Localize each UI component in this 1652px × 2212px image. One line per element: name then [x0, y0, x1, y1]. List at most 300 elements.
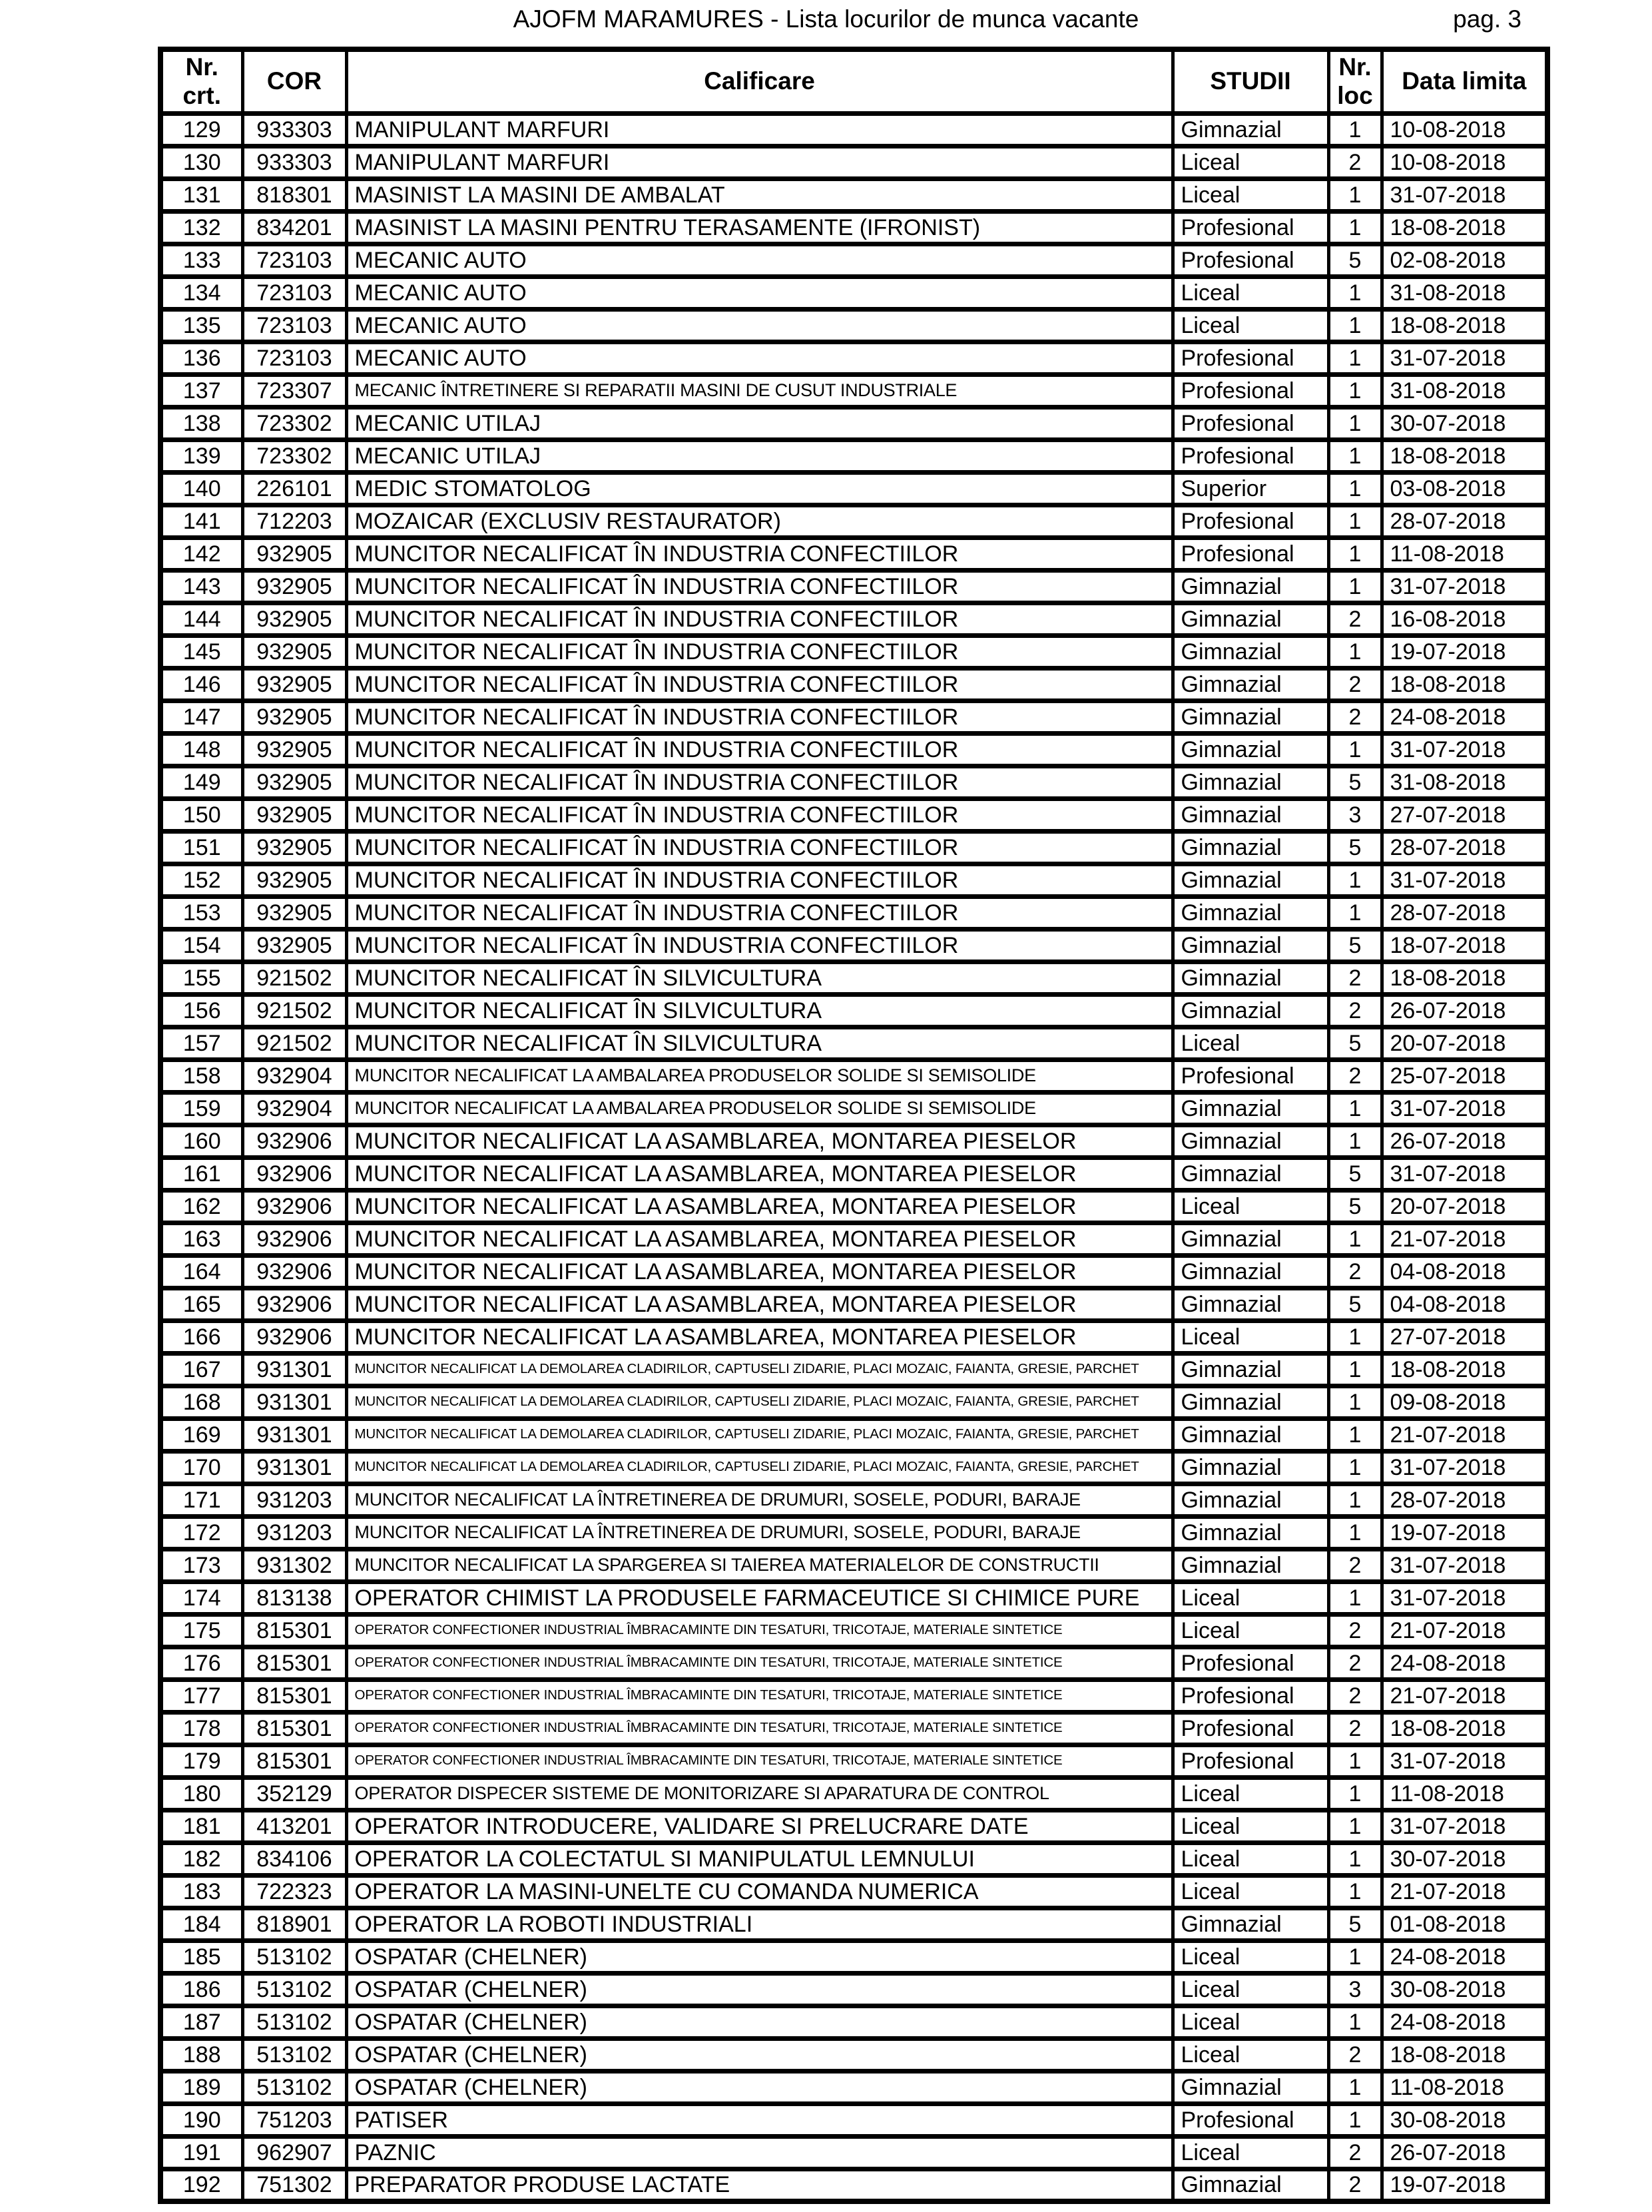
- cell-data-limita: 02-08-2018: [1382, 244, 1547, 276]
- cell-nr-crt: 146: [160, 668, 242, 700]
- cell-calificare: OPERATOR CONFECTIONER INDUSTRIAL ÎMBRACAMINTE DIN TESATURI, TRICOTAJE, MATERIALE SINTETICE: [346, 1712, 1173, 1745]
- cell-nr-loc: 1: [1328, 1842, 1382, 1875]
- cell-calificare: PATISER: [346, 2103, 1173, 2136]
- cell-data-limita: 11-08-2018: [1382, 1777, 1547, 1810]
- cell-data-limita: 31-07-2018: [1382, 864, 1547, 896]
- table-row: [160, 603, 1547, 635]
- cell-studii: Gimnazial: [1173, 1353, 1328, 1386]
- vacancies-table: [158, 47, 1550, 2204]
- cell-calificare: MUNCITOR NECALIFICAT LA ÎNTRETINEREA DE DRUMURI, SOSELE, PODURI, BARAJE: [346, 1484, 1173, 1516]
- cell-nr-loc: 1: [1328, 896, 1382, 929]
- header-cor: COR: [242, 49, 346, 113]
- cell-nr-crt: 145: [160, 635, 242, 668]
- cell-cor: 932904: [242, 1092, 346, 1125]
- cell-data-limita: 01-08-2018: [1382, 1908, 1547, 1940]
- table-row: [160, 146, 1547, 178]
- cell-nr-crt: 183: [160, 1875, 242, 1908]
- cell-nr-loc: 5: [1328, 1288, 1382, 1320]
- cell-calificare: MECANIC AUTO: [346, 342, 1173, 374]
- table-row: [160, 1875, 1547, 1908]
- cell-calificare: MUNCITOR NECALIFICAT ÎN INDUSTRIA CONFECTIILOR: [346, 570, 1173, 603]
- cell-cor: 932905: [242, 864, 346, 896]
- table-row: [160, 505, 1547, 537]
- cell-studii: Gimnazial: [1173, 700, 1328, 733]
- cell-studii: Liceal: [1173, 309, 1328, 342]
- cell-cor: 931301: [242, 1353, 346, 1386]
- cell-data-limita: 30-08-2018: [1382, 2103, 1547, 2136]
- cell-nr-crt: 158: [160, 1059, 242, 1092]
- cell-nr-crt: 164: [160, 1255, 242, 1288]
- cell-studii: Liceal: [1173, 1581, 1328, 1614]
- cell-calificare: MUNCITOR NECALIFICAT LA ASAMBLAREA, MONTAREA PIESELOR: [346, 1223, 1173, 1255]
- cell-calificare: MUNCITOR NECALIFICAT ÎN INDUSTRIA CONFECTIILOR: [346, 831, 1173, 864]
- cell-nr-crt: 144: [160, 603, 242, 635]
- cell-cor: 513102: [242, 1973, 346, 2006]
- cell-nr-crt: 148: [160, 733, 242, 766]
- cell-studii: Gimnazial: [1173, 2169, 1328, 2201]
- cell-nr-loc: 1: [1328, 309, 1382, 342]
- cell-calificare: MUNCITOR NECALIFICAT ÎN SILVICULTURA: [346, 962, 1173, 994]
- cell-studii: Gimnazial: [1173, 1288, 1328, 1320]
- cell-calificare: OSPATAR (CHELNER): [346, 2071, 1173, 2103]
- cell-calificare: MUNCITOR NECALIFICAT LA DEMOLAREA CLADIRILOR, CAPTUSELI ZIDARIE, PLACI MOZAIC, FAIANTA, GRESIE, PARCHET: [346, 1451, 1173, 1484]
- cell-nr-loc: 3: [1328, 798, 1382, 831]
- cell-studii: Liceal: [1173, 1875, 1328, 1908]
- cell-studii: Liceal: [1173, 1320, 1328, 1353]
- cell-studii: Gimnazial: [1173, 929, 1328, 962]
- cell-nr-loc: 2: [1328, 962, 1382, 994]
- cell-nr-loc: 1: [1328, 178, 1382, 211]
- table-row: [160, 2038, 1547, 2071]
- cell-studii: Gimnazial: [1173, 1125, 1328, 1157]
- table-row: [160, 1581, 1547, 1614]
- cell-nr-crt: 169: [160, 1418, 242, 1451]
- cell-nr-crt: 178: [160, 1712, 242, 1745]
- header-nr-crt: [160, 49, 242, 113]
- cell-calificare: MUNCITOR NECALIFICAT LA ASAMBLAREA, MONTAREA PIESELOR: [346, 1157, 1173, 1190]
- cell-nr-loc: 1: [1328, 2071, 1382, 2103]
- cell-cor: 723103: [242, 244, 346, 276]
- cell-cor: 723307: [242, 374, 346, 407]
- cell-cor: 931203: [242, 1516, 346, 1549]
- cell-cor: 931301: [242, 1451, 346, 1484]
- cell-nr-crt: 159: [160, 1092, 242, 1125]
- cell-nr-loc: 1: [1328, 1092, 1382, 1125]
- cell-calificare: PAZNIC: [346, 2136, 1173, 2169]
- cell-nr-crt: 190: [160, 2103, 242, 2136]
- cell-nr-loc: 1: [1328, 342, 1382, 374]
- cell-nr-crt: 188: [160, 2038, 242, 2071]
- table-row: [160, 994, 1547, 1027]
- cell-calificare: MUNCITOR NECALIFICAT LA ASAMBLAREA, MONTAREA PIESELOR: [346, 1190, 1173, 1223]
- cell-studii: Liceal: [1173, 1190, 1328, 1223]
- cell-nr-loc: 2: [1328, 2136, 1382, 2169]
- cell-cor: 932906: [242, 1255, 346, 1288]
- cell-studii: Gimnazial: [1173, 1451, 1328, 1484]
- cell-nr-crt: 184: [160, 1908, 242, 1940]
- cell-nr-loc: 1: [1328, 1484, 1382, 1516]
- header-data-limita: Data limita: [1382, 49, 1547, 113]
- cell-data-limita: 28-07-2018: [1382, 505, 1547, 537]
- cell-nr-crt: 172: [160, 1516, 242, 1549]
- cell-nr-crt: 166: [160, 1320, 242, 1353]
- cell-nr-crt: 170: [160, 1451, 242, 1484]
- cell-studii: Liceal: [1173, 2006, 1328, 2038]
- cell-data-limita: 11-08-2018: [1382, 2071, 1547, 2103]
- cell-calificare: OPERATOR CONFECTIONER INDUSTRIAL ÎMBRACAMINTE DIN TESATURI, TRICOTAJE, MATERIALE SINTETICE: [346, 1647, 1173, 1679]
- cell-data-limita: 31-07-2018: [1382, 178, 1547, 211]
- cell-data-limita: 31-07-2018: [1382, 570, 1547, 603]
- cell-data-limita: 30-07-2018: [1382, 1842, 1547, 1875]
- cell-cor: 723302: [242, 407, 346, 439]
- cell-calificare: OSPATAR (CHELNER): [346, 1940, 1173, 1973]
- cell-calificare: MASINIST LA MASINI PENTRU TERASAMENTE (IFRONIST): [346, 211, 1173, 244]
- cell-nr-loc: 2: [1328, 1549, 1382, 1581]
- table-row: [160, 407, 1547, 439]
- table-row: [160, 276, 1547, 309]
- table-row: [160, 1190, 1547, 1223]
- cell-data-limita: 18-08-2018: [1382, 211, 1547, 244]
- cell-studii: Gimnazial: [1173, 1484, 1328, 1516]
- cell-data-limita: 18-08-2018: [1382, 668, 1547, 700]
- table-row: [160, 1157, 1547, 1190]
- cell-cor: 226101: [242, 472, 346, 505]
- table-row: [160, 1386, 1547, 1418]
- cell-calificare: MUNCITOR NECALIFICAT ÎN INDUSTRIA CONFECTIILOR: [346, 603, 1173, 635]
- cell-nr-loc: 1: [1328, 1386, 1382, 1418]
- cell-data-limita: 26-07-2018: [1382, 1125, 1547, 1157]
- cell-calificare: MUNCITOR NECALIFICAT LA ASAMBLAREA, MONTAREA PIESELOR: [346, 1320, 1173, 1353]
- cell-data-limita: 19-07-2018: [1382, 635, 1547, 668]
- cell-nr-loc: 1: [1328, 1125, 1382, 1157]
- cell-cor: 751302: [242, 2169, 346, 2201]
- cell-cor: 723302: [242, 439, 346, 472]
- cell-data-limita: 27-07-2018: [1382, 798, 1547, 831]
- cell-nr-crt: 177: [160, 1679, 242, 1712]
- cell-nr-loc: 2: [1328, 146, 1382, 178]
- cell-data-limita: 31-08-2018: [1382, 374, 1547, 407]
- table-row: [160, 896, 1547, 929]
- cell-nr-loc: 1: [1328, 864, 1382, 896]
- table-row: [160, 2006, 1547, 2038]
- cell-calificare: MUNCITOR NECALIFICAT ÎN INDUSTRIA CONFECTIILOR: [346, 929, 1173, 962]
- cell-studii: Superior: [1173, 472, 1328, 505]
- cell-data-limita: 16-08-2018: [1382, 603, 1547, 635]
- cell-nr-crt: 165: [160, 1288, 242, 1320]
- cell-calificare: MUNCITOR NECALIFICAT LA ASAMBLAREA, MONTAREA PIESELOR: [346, 1288, 1173, 1320]
- cell-nr-loc: 5: [1328, 1157, 1382, 1190]
- cell-calificare: MECANIC AUTO: [346, 309, 1173, 342]
- cell-studii: Profesional: [1173, 1647, 1328, 1679]
- cell-cor: 932905: [242, 831, 346, 864]
- cell-data-limita: 31-07-2018: [1382, 1157, 1547, 1190]
- cell-studii: Liceal: [1173, 1973, 1328, 2006]
- cell-data-limita: 28-07-2018: [1382, 831, 1547, 864]
- cell-studii: Gimnazial: [1173, 962, 1328, 994]
- cell-studii: Liceal: [1173, 276, 1328, 309]
- cell-cor: 932905: [242, 668, 346, 700]
- cell-cor: 834201: [242, 211, 346, 244]
- cell-data-limita: 27-07-2018: [1382, 1320, 1547, 1353]
- cell-data-limita: 21-07-2018: [1382, 1875, 1547, 1908]
- cell-nr-crt: 150: [160, 798, 242, 831]
- table-row: [160, 1647, 1547, 1679]
- cell-cor: 712203: [242, 505, 346, 537]
- cell-studii: Gimnazial: [1173, 1516, 1328, 1549]
- cell-nr-loc: 1: [1328, 113, 1382, 146]
- cell-calificare: MUNCITOR NECALIFICAT LA ÎNTRETINEREA DE DRUMURI, SOSELE, PODURI, BARAJE: [346, 1516, 1173, 1549]
- cell-calificare: MUNCITOR NECALIFICAT ÎN SILVICULTURA: [346, 994, 1173, 1027]
- table-row: [160, 2071, 1547, 2103]
- cell-data-limita: 21-07-2018: [1382, 1614, 1547, 1647]
- cell-nr-crt: 185: [160, 1940, 242, 1973]
- cell-studii: Profesional: [1173, 244, 1328, 276]
- cell-nr-loc: 1: [1328, 439, 1382, 472]
- cell-nr-crt: 149: [160, 766, 242, 798]
- cell-cor: 513102: [242, 2071, 346, 2103]
- cell-cor: 932906: [242, 1223, 346, 1255]
- cell-cor: 932904: [242, 1059, 346, 1092]
- cell-calificare: MUNCITOR NECALIFICAT ÎN INDUSTRIA CONFECTIILOR: [346, 766, 1173, 798]
- cell-nr-crt: 142: [160, 537, 242, 570]
- cell-studii: Gimnazial: [1173, 2071, 1328, 2103]
- cell-nr-crt: 157: [160, 1027, 242, 1059]
- cell-studii: Liceal: [1173, 146, 1328, 178]
- cell-studii: Liceal: [1173, 2136, 1328, 2169]
- cell-data-limita: 24-08-2018: [1382, 700, 1547, 733]
- cell-calificare: MUNCITOR NECALIFICAT LA SPARGEREA SI TAIEREA MATERIALELOR DE CONSTRUCTII: [346, 1549, 1173, 1581]
- cell-cor: 815301: [242, 1745, 346, 1777]
- cell-cor: 932905: [242, 929, 346, 962]
- cell-data-limita: 18-08-2018: [1382, 439, 1547, 472]
- cell-nr-loc: 2: [1328, 1679, 1382, 1712]
- cell-studii: Gimnazial: [1173, 1223, 1328, 1255]
- table-row: [160, 798, 1547, 831]
- cell-studii: Gimnazial: [1173, 766, 1328, 798]
- cell-cor: 813138: [242, 1581, 346, 1614]
- cell-cor: 931301: [242, 1386, 346, 1418]
- cell-studii: Gimnazial: [1173, 113, 1328, 146]
- table-row: [160, 1027, 1547, 1059]
- table-row: [160, 1418, 1547, 1451]
- cell-nr-loc: 1: [1328, 1875, 1382, 1908]
- cell-calificare: OPERATOR CONFECTIONER INDUSTRIAL ÎMBRACAMINTE DIN TESATURI, TRICOTAJE, MATERIALE SINTETICE: [346, 1679, 1173, 1712]
- cell-studii: Liceal: [1173, 1777, 1328, 1810]
- table-row: [160, 1712, 1547, 1745]
- cell-data-limita: 31-07-2018: [1382, 733, 1547, 766]
- table-row: [160, 309, 1547, 342]
- cell-calificare: OPERATOR LA MASINI-UNELTE CU COMANDA NUMERICA: [346, 1875, 1173, 1908]
- cell-nr-loc: 1: [1328, 1745, 1382, 1777]
- cell-nr-crt: 156: [160, 994, 242, 1027]
- table-row: [160, 537, 1547, 570]
- cell-cor: 921502: [242, 962, 346, 994]
- cell-studii: Gimnazial: [1173, 798, 1328, 831]
- cell-nr-loc: 3: [1328, 1973, 1382, 2006]
- cell-nr-crt: 139: [160, 439, 242, 472]
- cell-cor: 818301: [242, 178, 346, 211]
- cell-nr-crt: 131: [160, 178, 242, 211]
- cell-data-limita: 18-08-2018: [1382, 1712, 1547, 1745]
- cell-studii: Gimnazial: [1173, 1418, 1328, 1451]
- cell-calificare: MUNCITOR NECALIFICAT ÎN INDUSTRIA CONFECTIILOR: [346, 733, 1173, 766]
- cell-data-limita: 10-08-2018: [1382, 113, 1547, 146]
- table-row: [160, 1549, 1547, 1581]
- cell-calificare: MOZAICAR (EXCLUSIV RESTAURATOR): [346, 505, 1173, 537]
- cell-data-limita: 19-07-2018: [1382, 1516, 1547, 1549]
- cell-cor: 932905: [242, 896, 346, 929]
- cell-cor: 933303: [242, 146, 346, 178]
- cell-nr-loc: 1: [1328, 2103, 1382, 2136]
- cell-data-limita: 10-08-2018: [1382, 146, 1547, 178]
- table-row: [160, 700, 1547, 733]
- cell-calificare: OPERATOR LA ROBOTI INDUSTRIALI: [346, 1908, 1173, 1940]
- cell-nr-crt: 168: [160, 1386, 242, 1418]
- cell-studii: Liceal: [1173, 1810, 1328, 1842]
- cell-nr-crt: 137: [160, 374, 242, 407]
- cell-nr-crt: 160: [160, 1125, 242, 1157]
- table-row: [160, 929, 1547, 962]
- cell-data-limita: 31-07-2018: [1382, 1092, 1547, 1125]
- table-row: [160, 733, 1547, 766]
- cell-nr-loc: 2: [1328, 700, 1382, 733]
- cell-cor: 723103: [242, 342, 346, 374]
- cell-calificare: MUNCITOR NECALIFICAT ÎN INDUSTRIA CONFECTIILOR: [346, 635, 1173, 668]
- table-row: [160, 1125, 1547, 1157]
- cell-nr-crt: 186: [160, 1973, 242, 2006]
- cell-studii: Gimnazial: [1173, 603, 1328, 635]
- cell-nr-loc: 1: [1328, 374, 1382, 407]
- table-row: [160, 1484, 1547, 1516]
- table-row: [160, 668, 1547, 700]
- cell-cor: 932905: [242, 537, 346, 570]
- cell-nr-loc: 2: [1328, 994, 1382, 1027]
- table-row: [160, 1745, 1547, 1777]
- cell-nr-crt: 181: [160, 1810, 242, 1842]
- cell-cor: 962907: [242, 2136, 346, 2169]
- cell-cor: 932906: [242, 1320, 346, 1353]
- cell-nr-crt: 140: [160, 472, 242, 505]
- cell-nr-crt: 143: [160, 570, 242, 603]
- cell-calificare: MUNCITOR NECALIFICAT ÎN INDUSTRIA CONFECTIILOR: [346, 896, 1173, 929]
- cell-cor: 932905: [242, 766, 346, 798]
- cell-nr-loc: 5: [1328, 1908, 1382, 1940]
- cell-data-limita: 03-08-2018: [1382, 472, 1547, 505]
- cell-studii: Gimnazial: [1173, 668, 1328, 700]
- table-row: [160, 1516, 1547, 1549]
- table-row: [160, 1092, 1547, 1125]
- cell-cor: 933303: [242, 113, 346, 146]
- cell-nr-crt: 141: [160, 505, 242, 537]
- table-row: [160, 244, 1547, 276]
- cell-nr-crt: 155: [160, 962, 242, 994]
- cell-nr-crt: 192: [160, 2169, 242, 2201]
- cell-data-limita: 31-08-2018: [1382, 276, 1547, 309]
- table-row: [160, 1288, 1547, 1320]
- cell-nr-crt: 135: [160, 309, 242, 342]
- cell-nr-crt: 176: [160, 1647, 242, 1679]
- cell-nr-loc: 5: [1328, 929, 1382, 962]
- cell-calificare: MEDIC STOMATOLOG: [346, 472, 1173, 505]
- cell-nr-loc: 1: [1328, 570, 1382, 603]
- cell-calificare: OPERATOR CHIMIST LA PRODUSELE FARMACEUTICE SI CHIMICE PURE: [346, 1581, 1173, 1614]
- cell-cor: 513102: [242, 2006, 346, 2038]
- cell-nr-crt: 147: [160, 700, 242, 733]
- cell-nr-loc: 1: [1328, 1223, 1382, 1255]
- cell-studii: Profesional: [1173, 342, 1328, 374]
- cell-studii: Profesional: [1173, 439, 1328, 472]
- cell-data-limita: 18-08-2018: [1382, 1353, 1547, 1386]
- cell-calificare: MUNCITOR NECALIFICAT ÎN SILVICULTURA: [346, 1027, 1173, 1059]
- cell-nr-loc: 2: [1328, 1712, 1382, 1745]
- cell-nr-crt: 134: [160, 276, 242, 309]
- cell-nr-loc: 1: [1328, 537, 1382, 570]
- cell-nr-crt: 161: [160, 1157, 242, 1190]
- cell-nr-loc: 2: [1328, 1647, 1382, 1679]
- cell-nr-loc: 1: [1328, 733, 1382, 766]
- cell-calificare: MASINIST LA MASINI DE AMBALAT: [346, 178, 1173, 211]
- cell-studii: Liceal: [1173, 178, 1328, 211]
- table-row: [160, 766, 1547, 798]
- cell-nr-loc: 5: [1328, 1190, 1382, 1223]
- cell-nr-loc: 5: [1328, 766, 1382, 798]
- cell-nr-crt: 187: [160, 2006, 242, 2038]
- cell-calificare: MUNCITOR NECALIFICAT LA ASAMBLAREA, MONTAREA PIESELOR: [346, 1125, 1173, 1157]
- cell-nr-loc: 5: [1328, 1027, 1382, 1059]
- cell-data-limita: 26-07-2018: [1382, 2136, 1547, 2169]
- cell-nr-loc: 5: [1328, 831, 1382, 864]
- cell-calificare: MANIPULANT MARFURI: [346, 113, 1173, 146]
- cell-studii: Profesional: [1173, 537, 1328, 570]
- cell-cor: 932905: [242, 635, 346, 668]
- cell-calificare: OPERATOR INTRODUCERE, VALIDARE SI PRELUCRARE DATE: [346, 1810, 1173, 1842]
- cell-nr-crt: 153: [160, 896, 242, 929]
- cell-calificare: OSPATAR (CHELNER): [346, 2006, 1173, 2038]
- cell-cor: 932906: [242, 1125, 346, 1157]
- cell-studii: Gimnazial: [1173, 1908, 1328, 1940]
- cell-nr-crt: 129: [160, 113, 242, 146]
- cell-cor: 931302: [242, 1549, 346, 1581]
- cell-nr-loc: 1: [1328, 1451, 1382, 1484]
- table-row: [160, 1810, 1547, 1842]
- cell-data-limita: 24-08-2018: [1382, 2006, 1547, 2038]
- cell-nr-crt: 133: [160, 244, 242, 276]
- cell-nr-crt: 175: [160, 1614, 242, 1647]
- cell-cor: 931301: [242, 1418, 346, 1451]
- cell-data-limita: 19-07-2018: [1382, 2169, 1547, 2201]
- cell-nr-crt: 151: [160, 831, 242, 864]
- cell-studii: Gimnazial: [1173, 896, 1328, 929]
- cell-cor: 815301: [242, 1712, 346, 1745]
- cell-studii: Liceal: [1173, 1940, 1328, 1973]
- cell-data-limita: 31-07-2018: [1382, 1810, 1547, 1842]
- cell-studii: Gimnazial: [1173, 1092, 1328, 1125]
- cell-nr-loc: 2: [1328, 668, 1382, 700]
- cell-nr-crt: 132: [160, 211, 242, 244]
- cell-cor: 932905: [242, 700, 346, 733]
- cell-calificare: MUNCITOR NECALIFICAT ÎN INDUSTRIA CONFECTIILOR: [346, 700, 1173, 733]
- cell-studii: Gimnazial: [1173, 1157, 1328, 1190]
- cell-studii: Gimnazial: [1173, 635, 1328, 668]
- table-row: [160, 1679, 1547, 1712]
- cell-cor: 932905: [242, 570, 346, 603]
- cell-nr-loc: 1: [1328, 1810, 1382, 1842]
- cell-studii: Gimnazial: [1173, 831, 1328, 864]
- table-row: [160, 342, 1547, 374]
- cell-nr-loc: 1: [1328, 407, 1382, 439]
- cell-studii: Profesional: [1173, 1679, 1328, 1712]
- cell-studii: Gimnazial: [1173, 570, 1328, 603]
